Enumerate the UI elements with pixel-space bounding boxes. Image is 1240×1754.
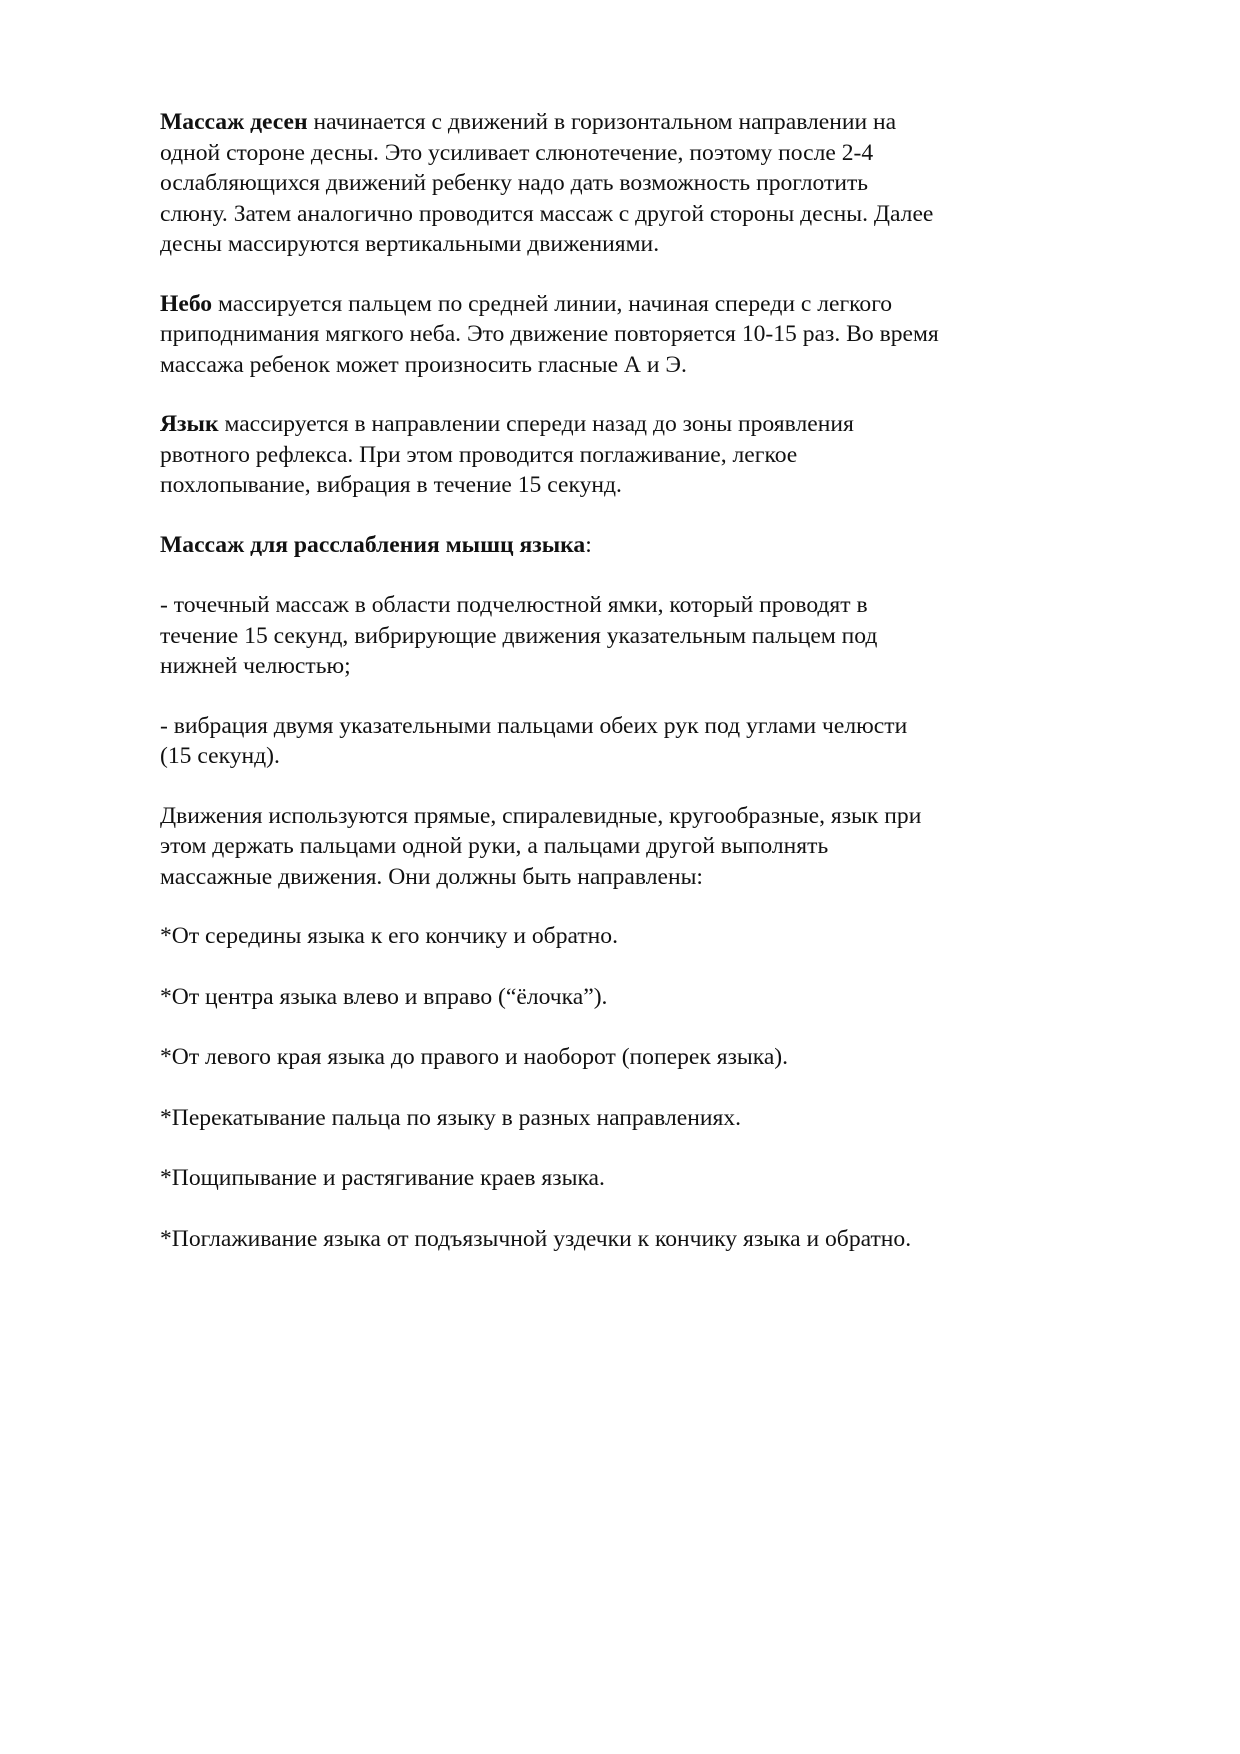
star-item: *Пощипывание и растягивание краев языка. xyxy=(160,1165,605,1191)
star-item: *Перекатывание пальца по языку в разных направлениях. xyxy=(160,1104,741,1131)
text-span: начинается с движений в горизонтальном направлении на xyxy=(307,109,897,135)
text-line: массажные движения. Они должны быть направлены: xyxy=(160,863,703,890)
text-line: одной стороне десны. Это усиливает слюнотечение, поэтому после 2-4 xyxy=(160,139,874,166)
heading-text: Массаж для расслабления мышц языка xyxy=(160,531,586,558)
term-tongue: Язык xyxy=(160,411,219,437)
text-line xyxy=(160,289,1080,320)
section-heading-relaxation-massage xyxy=(160,530,1080,561)
text-line: приподнимания мягкого неба. Это движение повторяется 10-15 раз. Во время xyxy=(160,321,939,347)
text-span: массируется пальцем по средней линии, начиная спереди с легкого xyxy=(212,290,893,317)
star-item: *От левого края языка до правого и наоборот (поперек языка). xyxy=(160,1044,789,1070)
star-item: *Поглаживание языка от подъязычной уздечки к кончику языка и обратно. xyxy=(160,1225,912,1252)
text-line xyxy=(160,409,1080,440)
paragraph-palate xyxy=(160,289,1080,381)
text-line: массажа ребенок может произносить гласные А и Э. xyxy=(160,351,687,378)
text-line xyxy=(160,107,1080,138)
term-palate: Небо xyxy=(160,290,213,317)
heading-colon: : xyxy=(585,531,592,558)
star-item: *От середины языка к его кончику и обратно. xyxy=(160,923,618,949)
text-line: (15 секунд). xyxy=(160,743,280,769)
paragraph-gum-massage xyxy=(160,107,1080,260)
paragraph-tongue xyxy=(160,409,1080,501)
text-line: слюну. Затем аналогично проводится массаж с другой стороны десны. Далее xyxy=(160,200,934,227)
text-line: ослабляющихся движений ребенку надо дать возможность проглотить xyxy=(160,170,869,196)
text-line: рвотного рефлекса. При этом проводится поглаживание, легкое xyxy=(160,441,798,468)
text-line: Движения используются прямые, спиралевидные, кругообразные, язык при xyxy=(160,802,922,829)
paragraph-movements xyxy=(160,801,1080,893)
term-gum-massage: Массаж десен xyxy=(160,109,308,135)
dash-item-submandibular xyxy=(160,590,1080,682)
text-line: похлопывание, вибрация в течение 15 секунд. xyxy=(160,472,622,498)
text-line: - вибрация двумя указательными пальцами обеих рук под углами челюсти xyxy=(160,712,908,739)
text-line: нижней челюстью; xyxy=(160,653,351,679)
text-line: десны массируются вертикальными движениями. xyxy=(160,231,660,257)
text-line: - точечный массаж в области подчелюстной ямки, который проводят в xyxy=(160,592,868,618)
dash-item-jaw-angles xyxy=(160,711,1080,772)
text-line: этом держать пальцами одной руки, а пальцами другой выполнять xyxy=(160,833,829,859)
text-line: течение 15 секунд, вибрирующие движения указательным пальцем под xyxy=(160,622,878,649)
document-page xyxy=(160,107,1080,1284)
star-item: *От центра языка влево и вправо (“ёлочка”). xyxy=(160,983,608,1010)
text-span: массируется в направлении спереди назад до зоны проявления xyxy=(218,411,854,437)
